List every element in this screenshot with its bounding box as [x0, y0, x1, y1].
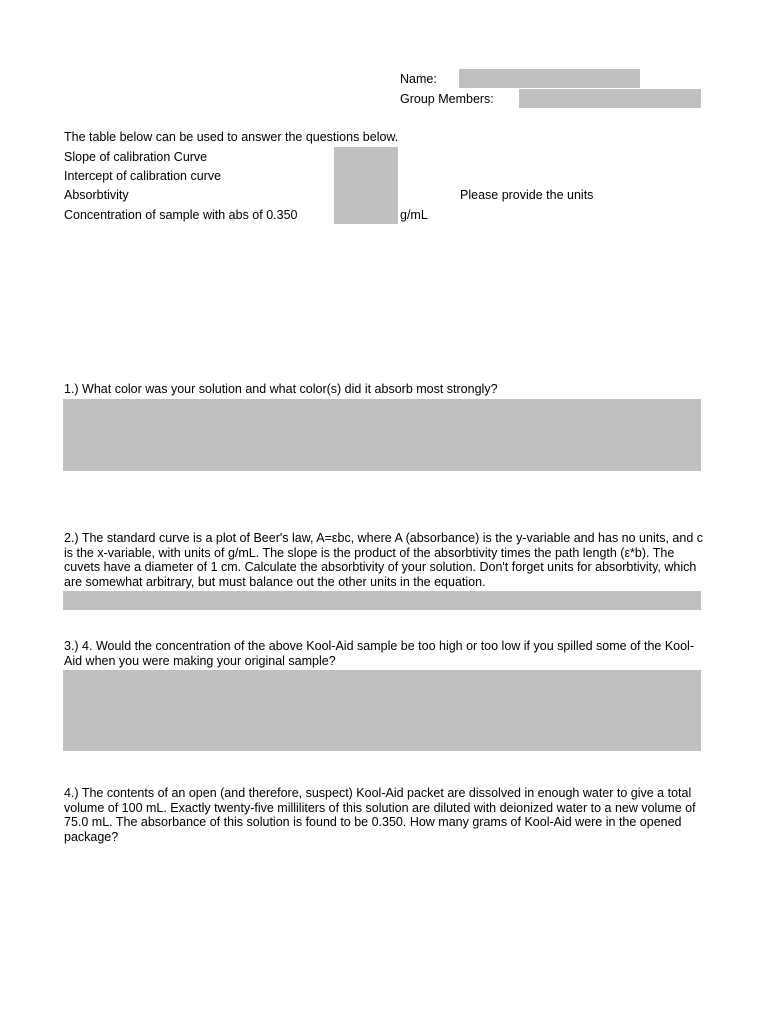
name-label: Name: [400, 72, 437, 86]
answer-3-box[interactable] [63, 670, 701, 751]
answer-2-box[interactable] [63, 591, 701, 610]
intercept-label: Intercept of calibration curve [64, 169, 222, 183]
table-intro: The table below can be used to answer the questions below. [64, 130, 399, 144]
question-2: 2.) The standard curve is a plot of Beer's law, A=εbc, where A (absorbance) is the y-variable and has no units, and c is the x-variable, with units of g/mL. The slope is the product of the absorbtivity times the path length (ε*b). The cuvets have a diameter of 1 cm. Calculate the absorbtivity of your solution. Don't forget units for absorbtivity, which are somewhat arbitrary, but must balance out the other units in the equation. [64, 531, 703, 589]
concentration-label: Concentration of sample with abs of 0.350 [64, 208, 298, 222]
units-note: Please provide the units [460, 188, 594, 202]
question-1: 1.) What color was your solution and what color(s) did it absorb most strongly? [64, 382, 498, 396]
concentration-unit: g/mL [400, 208, 428, 222]
group-members-label: Group Members: [400, 92, 494, 106]
question-3: 3.) 4. Would the concentration of the above Kool-Aid sample be too high or too low if you spilled some of the Kool-Aid when you were making your original sample? [64, 639, 694, 668]
name-input[interactable] [459, 69, 640, 88]
question-4: 4.) The contents of an open (and therefore, suspect) Kool-Aid packet are dissolved in enough water to give a total volume of 100 mL. Exactly twenty-five milliliters of this solution are diluted with deionized water to a new volume of 75.0 mL. The absorbance of this solution is found to be 0.350. How many grams of Kool-Aid were in the opened package? [64, 786, 696, 844]
table-answer-cells[interactable] [334, 147, 398, 224]
slope-label: Slope of calibration Curve [64, 150, 208, 164]
answer-1-box[interactable] [63, 399, 701, 471]
group-members-input[interactable] [519, 89, 701, 108]
absorbtivity-label: Absorbtivity [64, 188, 129, 202]
